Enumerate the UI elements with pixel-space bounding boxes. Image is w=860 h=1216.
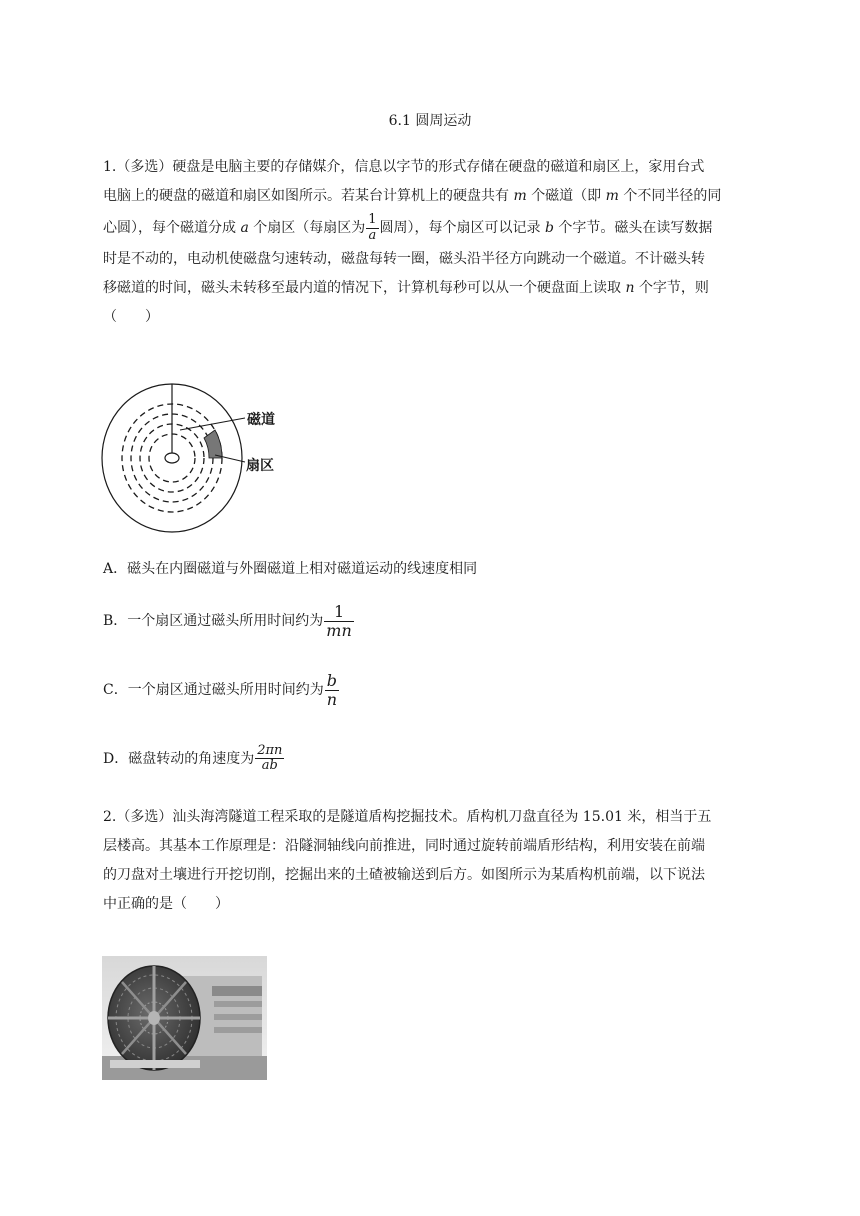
option-d: D．磁盘转动的角速度为 $\frac{2\pi n}{ab}$ xyxy=(103,743,283,774)
fraction-one-over-a: $\frac{1}{a}$ xyxy=(368,212,377,243)
tunnel-boring-machine-photo xyxy=(102,956,267,1080)
option-b: B．一个扇区通过磁头所用时间约为 $\frac{1}{mn}$ xyxy=(103,602,352,640)
disk-spindle xyxy=(165,453,179,463)
q2-line-4: 中正确的是（ ） xyxy=(103,896,229,912)
page-title: 6.1 圆周运动 xyxy=(388,113,472,129)
q2-line-2: 层楼高。其基本工作原理是：沿隧洞轴线向前推进，同时通过旋转前端盾形结构，利用安装在前端 xyxy=(103,838,705,854)
option-a: A．磁头在内圈磁道与外圈磁道上相对磁道运动的线速度相同 xyxy=(103,561,478,577)
q1-line-3: 心圆），每个磁道分成 a 个扇区（每扇区为 $\frac{1}{a}$ 圆周），每个扇区可以记录 b 个字节。磁头在读写数据 xyxy=(103,212,713,243)
q2-line-1: 2.（多选）汕头海湾隧道工程采取的是隧道盾构挖掘技术。盾构机刀盘直径为 15.01 米，相当于五 xyxy=(103,809,712,825)
hard-disk-figure xyxy=(100,378,300,538)
fraction-b-over-n: $\frac{b}{n}$ xyxy=(326,671,338,709)
q1-line-5: 移磁道的时间，磁头未转移至最内道的情况下，计算机每秒可以从一个硬盘面上读取 n 个字节，则 xyxy=(103,280,709,296)
fraction-2pin-over-ab: $\frac{2\pi n}{ab}$ xyxy=(257,743,283,774)
q1-line-2: 电脑上的硬盘的磁道和扇区如图所示。若某台计算机上的硬盘共有 m 个磁道（即 m 个不同半径的同 xyxy=(103,188,722,204)
sector-label: 扇区 xyxy=(246,457,274,473)
fraction-1-over-mn: $\frac{1}{mn}$ xyxy=(326,602,352,640)
sector-leader-line xyxy=(215,455,245,462)
track-leader-line xyxy=(180,418,245,430)
track-label: 磁道 xyxy=(247,411,275,427)
q1-answer-bracket: （ ） xyxy=(103,309,159,325)
option-c: C．一个扇区通过磁头所用时间约为 $\frac{b}{n}$ xyxy=(103,671,338,709)
question-1-text xyxy=(103,153,758,332)
q1-line-4: 时是不动的，电动机使磁盘匀速转动，磁盘每转一圈，磁头沿半径方向跳动一个磁道。不计磁头转 xyxy=(103,251,705,267)
question-2-text xyxy=(103,803,758,919)
q2-line-3: 的刀盘对土壤进行开挖切削，挖掘出来的土碴被输送到后方。如图所示为某盾构机前端，以下说法 xyxy=(103,867,705,883)
q1-line-1: 1.（多选）硬盘是电脑主要的存储媒介，信息以字节的形式存储在硬盘的磁道和扇区上，家用台式 xyxy=(103,159,705,175)
